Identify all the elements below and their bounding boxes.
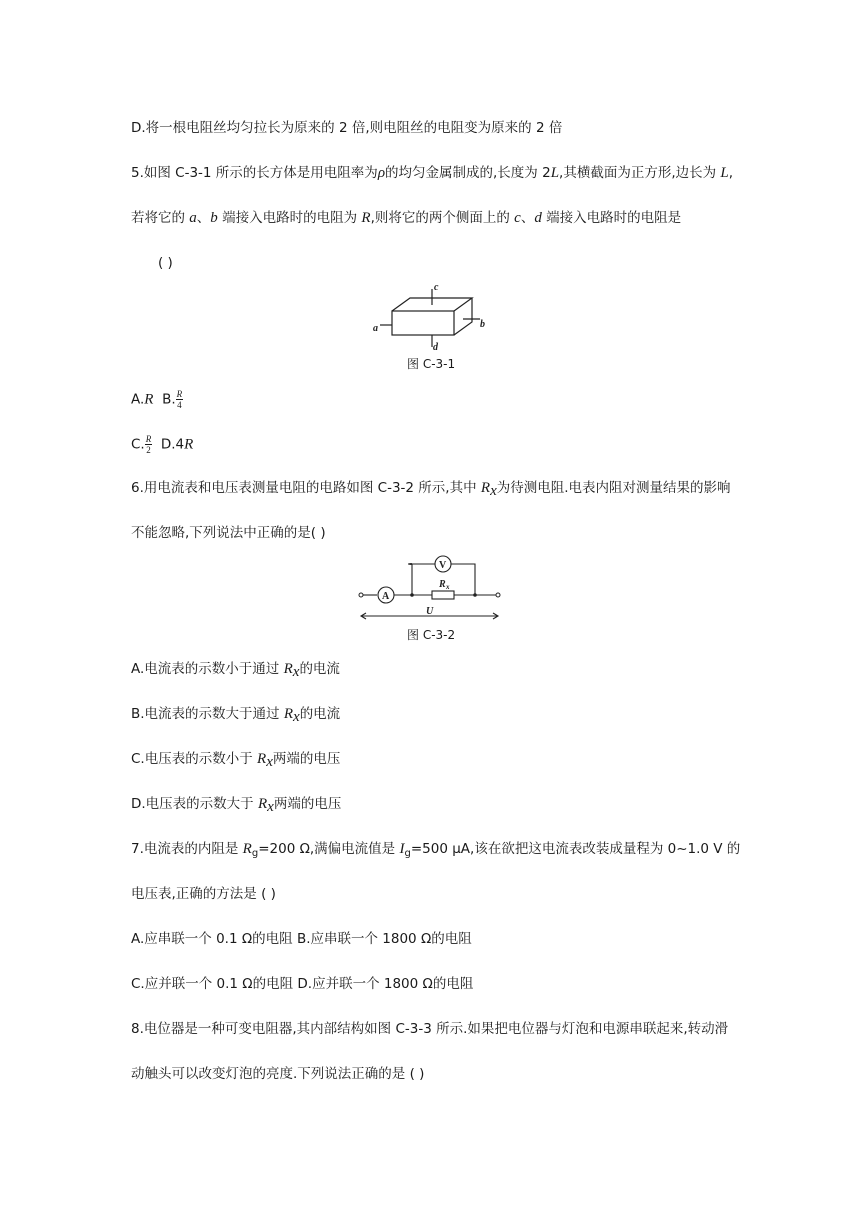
junction-right [473, 593, 477, 597]
q8-stem-line1: 8.电位器是一种可变电阻器,其内部结构如图 C-3-3 所示.如果把电位器与灯泡和电源串联起来,转动滑 [131, 1021, 729, 1037]
cuboid-figure [370, 283, 490, 353]
q6-option-b: B.电流表的示数大于通过 $R_x$的电流 [131, 706, 341, 725]
q5-options-ab: A.R B. $\frac{R}{4}$ [131, 389, 183, 410]
q6-option-c: C.电压表的示数小于 $R_x$两端的电压 [131, 751, 341, 770]
voltmeter-left-branch [409, 564, 412, 595]
terminal-left [359, 593, 363, 597]
junction-left [410, 593, 414, 597]
q8-stem-line2: 动触头可以改变灯泡的亮度.下列说法正确的是 ( ) [131, 1066, 425, 1082]
q5-stem-line1: 5.如图 C-3-1 所示的长方体是用电阻率为ρ的均匀金属制成的,长度为 2L,其横截面为正方形,边长为 L, [131, 165, 734, 181]
q6-stem-line2: 不能忽略,下列说法中正确的是( ) [131, 525, 326, 541]
label-a: a [373, 323, 378, 334]
voltmeter-label: V [439, 560, 447, 571]
figure-caption-c31: 图 C-3-1 [407, 357, 456, 371]
resistor-label: R [439, 579, 446, 590]
cuboid-side-face [454, 298, 472, 335]
q6-option-d: D.电压表的示数大于 $R_x$两端的电压 [131, 796, 342, 815]
label-d: d [433, 342, 438, 353]
q7-options-ab: A.应串联一个 0.1 Ω的电阻 B.应串联一个 1800 Ω的电阻 [131, 931, 472, 947]
voltmeter-right-branch [451, 564, 475, 595]
terminal-right [496, 593, 500, 597]
q5-stem-line2: 若将它的 a、b 端接入电路时的电阻为 R,则将它的两个侧面上的 c、d 端接入电路时的电阻是 [131, 210, 682, 226]
resistor-subscript: x [446, 583, 450, 591]
figure-caption-c32: 图 C-3-2 [407, 628, 456, 642]
resistor-rx [432, 591, 454, 599]
label-c: c [434, 283, 439, 293]
voltage-label: U [426, 606, 434, 617]
cuboid-front-face [392, 311, 454, 335]
q7-stem-line1: 7.电流表的内阻是 $R_g=200$ Ω,满偏电流值是 $I_g=500$ μA,该在欲把这电流表改装成量程为 0~1.0 V 的 [131, 841, 741, 859]
q7-stem-line2: 电压表,正确的方法是 ( ) [131, 886, 276, 902]
q6-stem-line1: 6.用电流表和电压表测量电阻的电路如图 C-3-2 所示,其中 $R_x$为待测电阻.电表内阻对测量结果的影响 [131, 480, 731, 499]
q5-options-cd: C. $\frac{R}{2}$ D.4R [131, 434, 194, 455]
q5-answer-bracket: ( ) [158, 255, 173, 271]
label-b: b [480, 319, 485, 330]
prev-option-d: D.将一根电阻丝均匀拉长为原来的 2 倍,则电阻丝的电阻变为原来的 2 倍 [131, 120, 563, 136]
q7-options-cd: C.应并联一个 0.1 Ω的电阻 D.应并联一个 1800 Ω的电阻 [131, 976, 474, 992]
ammeter-label: A [382, 591, 390, 602]
circuit-figure [355, 550, 505, 628]
q6-option-a: A.电流表的示数小于通过 $R_x$的电流 [131, 661, 340, 680]
